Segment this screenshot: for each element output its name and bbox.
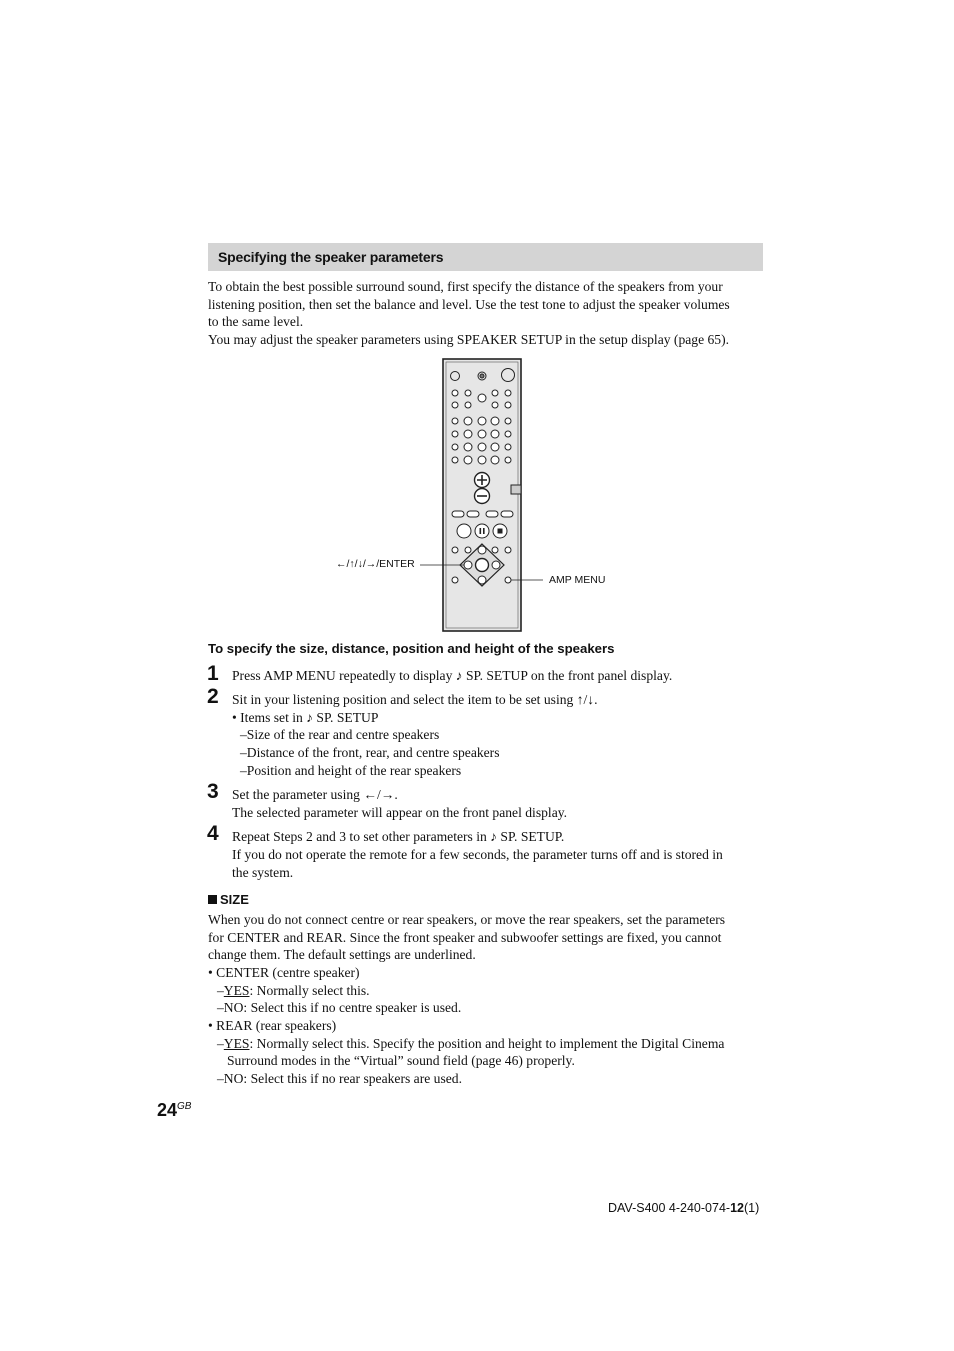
section-title: Specifying the speaker parameters (218, 249, 444, 265)
intro-line: You may adjust the speaker parameters using SPEAKER SETUP in the setup display (page 65). (208, 331, 730, 347)
step-3-line: The selected parameter will appear on the front panel display. (232, 805, 568, 820)
footer-rev: 12 (730, 1201, 744, 1215)
default-value: YES (223, 1036, 250, 1051)
footer-model: DAV-S400 4-240-074- (608, 1201, 731, 1215)
rear-yes-option (217, 1035, 724, 1053)
step-2-subitem: –Size of the rear and centre speakers (240, 727, 440, 742)
step-number: 4 (207, 822, 219, 845)
step-4-line: Repeat Steps 2 and 3 to set other parameters in ♪ SP. SETUP. (232, 829, 565, 844)
option-desc: : Normally select this. (249, 983, 370, 998)
page-number-value: 24 (157, 1100, 178, 1120)
amp-menu-callout-label: AMP MENU (549, 574, 606, 586)
step-2-subitem: –Distance of the front, rear, and centre speakers (240, 745, 500, 760)
size-para-line: change them. The default settings are underlined. (208, 947, 476, 962)
default-value: YES (223, 983, 250, 998)
center-label: • CENTER (centre speaker) (208, 965, 360, 980)
remote-figure (330, 358, 630, 633)
square-bullet-icon (208, 895, 217, 904)
rear-label: • REAR (rear speakers) (208, 1018, 337, 1033)
dash: – (217, 983, 224, 998)
step-number: 2 (207, 685, 219, 708)
step-2-subitem: –Position and height of the rear speakers (240, 763, 462, 778)
size-heading-text: SIZE (220, 892, 249, 907)
step-4-line: the system. (232, 865, 294, 880)
footer-model-code (608, 1201, 759, 1215)
option-desc: : Normally select this. Specify the position and height to implement the Digital Cinema (249, 1036, 725, 1051)
procedure-heading: To specify the size, distance, position and height of the speakers (208, 641, 615, 656)
section-header (208, 243, 763, 271)
step-2-bullet: • Items set in ♪ SP. SETUP (232, 710, 379, 725)
center-no-option: –NO: Select this if no centre speaker is used. (217, 1000, 462, 1015)
dash: – (217, 1036, 224, 1051)
page-suffix: GB (177, 1101, 192, 1112)
size-heading (208, 892, 249, 907)
footer-rev-tail: (1) (743, 1201, 760, 1215)
step-1-line: Press AMP MENU repeatedly to display ♪ SP. SETUP on the front panel display. (232, 668, 673, 683)
rear-yes-continuation: Surround modes in the “Virtual” sound field (page 46) properly. (227, 1053, 575, 1068)
step-2-line: Sit in your listening position and select the item to be set using ↑/↓. (232, 692, 598, 707)
intro-line: to the same level. (208, 314, 304, 329)
intro-paragraph (208, 278, 768, 348)
size-para-line: for CENTER and REAR. Since the front speaker and subwoofer settings are fixed, you cannot (208, 930, 722, 945)
page-number (157, 1100, 191, 1121)
step-number: 1 (207, 662, 219, 685)
intro-line: To obtain the best possible surround sound, first specify the distance of the speakers from your (208, 279, 723, 294)
step-4-line: If you do not operate the remote for a few seconds, the parameter turns off and is stored in (232, 847, 723, 862)
rear-no-option: –NO: Select this if no rear speakers are used. (217, 1071, 462, 1086)
size-para-line: When you do not connect centre or rear speakers, or move the rear speakers, set the parameters (208, 912, 726, 927)
enter-callout-label: ←/↑/↓/→/ENTER (336, 558, 415, 570)
center-yes-option (217, 982, 370, 1000)
step-3-line: Set the parameter using ←/→. (232, 787, 398, 802)
step-number: 3 (207, 780, 219, 803)
remote-control-illustration (330, 358, 630, 633)
intro-line: listening position, then set the balance and level. Use the test tone to adjust the speaker volumes (208, 296, 730, 312)
